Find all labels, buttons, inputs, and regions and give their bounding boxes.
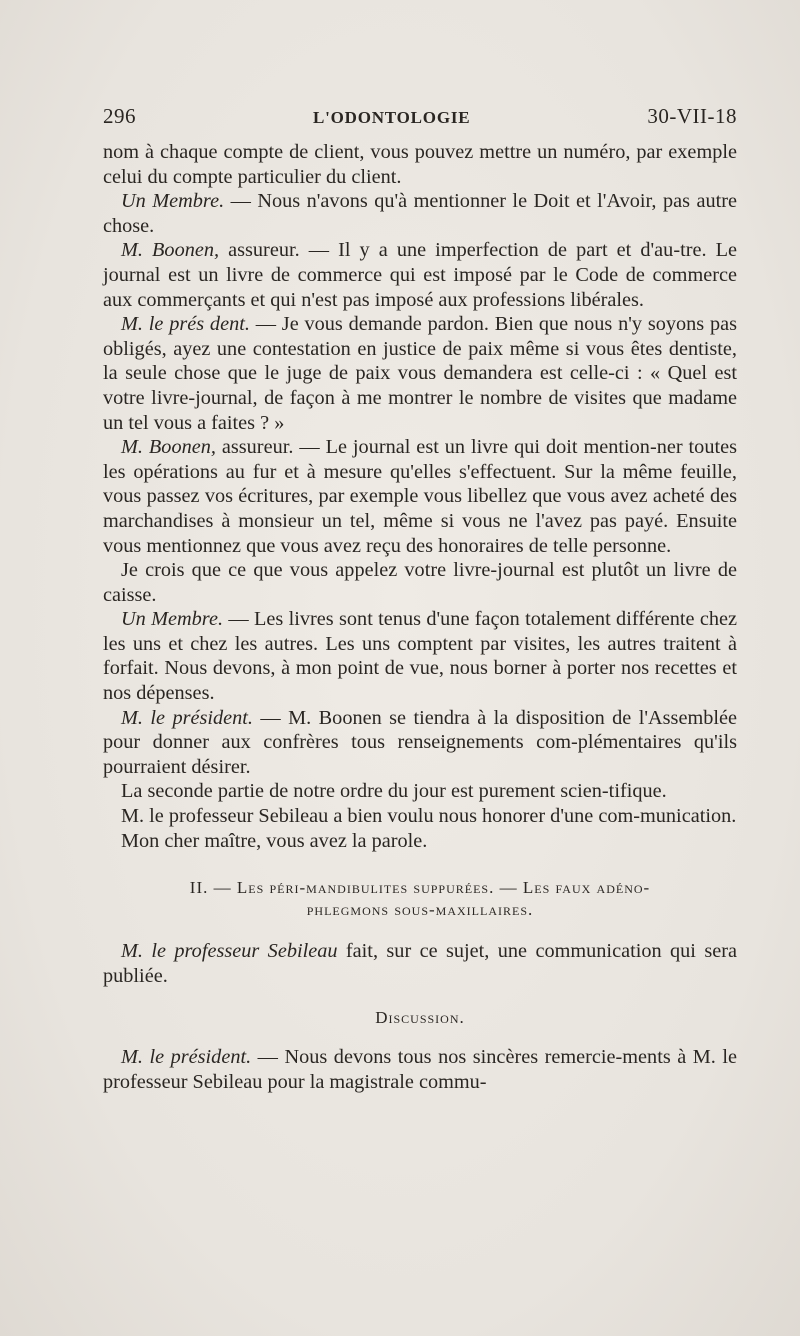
speaker-name: Un Membre. bbox=[121, 608, 224, 631]
speaker-name: M. Boonen, bbox=[121, 239, 220, 262]
running-header bbox=[103, 104, 737, 134]
speaker-name: M. le prés dent. bbox=[121, 313, 250, 336]
speaker-name: M. Boonen, bbox=[121, 436, 216, 459]
paragraph bbox=[103, 706, 737, 780]
paragraph bbox=[103, 829, 737, 854]
paragraph-text: Mon cher maître, vous avez la parole. bbox=[121, 829, 428, 852]
paragraph bbox=[103, 140, 737, 189]
paragraph-text: fait, sur ce sujet, une communication qui sera publiée. bbox=[103, 940, 737, 987]
paragraph-text: — Nous devons tous nos sincères remercie-ments à M. le professeur Sebileau pour la magistrale commu- bbox=[103, 1046, 737, 1093]
paragraph bbox=[103, 939, 737, 988]
speaker-name: M. le président. bbox=[121, 1046, 252, 1068]
speaker-name: Un Membre. bbox=[121, 190, 225, 213]
issue-date: 30-VII-18 bbox=[647, 104, 737, 128]
discussion-heading: Discussion. bbox=[375, 1008, 465, 1028]
paragraph-text: nom à chaque compte de client, vous pouvez mettre un numéro, par exemple celui du compte particulier du client. bbox=[103, 141, 737, 188]
paragraph bbox=[103, 804, 737, 829]
page-number: 296 bbox=[103, 104, 136, 128]
paragraph-text: — M. Boonen se tiendra à la disposition de l'Assemblée pour donner aux confrères tous renseignements com-plémentaires qu'ils pourraient désirer. bbox=[103, 706, 737, 778]
speaker-name: M. le président. bbox=[121, 706, 253, 729]
section-heading-line-1: II. — Les péri-mandibulites suppurées. — Les faux adéno- bbox=[189, 878, 651, 898]
paragraph-text: M. le professeur Sebileau a bien voulu nous honorer d'une com-munication. bbox=[121, 805, 737, 828]
paragraph bbox=[103, 312, 737, 435]
paragraph bbox=[103, 189, 737, 238]
paragraph-text: assureur. — Le journal est un livre qui doit mention-ner toutes les opérations au fur et à mesure qu'elles s'effectuent. Sur la même feuille, vous passez vos écritures, par exemple vous libellez que vous avez acheté des marchandises à monsieur un tel, même si vous ne l'avez pas payé. Ensuite vous mentionnez que vous avez reçu des honoraires de telle personne. bbox=[103, 436, 737, 557]
section-heading-line-2: phlegmons sous-maxillaires. bbox=[306, 900, 534, 920]
paragraph-list bbox=[103, 140, 737, 853]
paragraph-text: La seconde partie de notre ordre du jour est purement scien-tifique. bbox=[121, 780, 667, 803]
paragraph-text: — Je vous demande pardon. Bien que nous n'y soyons pas obligés, ayez une contestation en justice de paix même si vous êtes dentiste, la seule chose que le juge de paix vous demandera est celle-ci : « Quel est votre livre-journal, de façon à me montrer le nombre de visites que madame un tel vous a faites ? » bbox=[103, 313, 738, 434]
paragraph-text: — Nous n'avons qu'à mentionner le Doit et l'Avoir, pas autre chose. bbox=[103, 190, 737, 237]
paragraph bbox=[103, 607, 737, 705]
paragraph bbox=[103, 435, 737, 558]
journal-title: L'ODONTOLOGIE bbox=[312, 108, 471, 127]
paragraph-text: Je crois que ce que vous appelez votre livre-journal est plutôt un livre de caisse. bbox=[103, 559, 737, 606]
paragraph bbox=[103, 238, 737, 312]
paragraph bbox=[103, 779, 737, 804]
body-text bbox=[103, 140, 737, 1094]
section-heading bbox=[103, 877, 737, 921]
paragraph-text: assureur. — Il y a une imperfection de part et d'au-tre. Le journal est un livre de commerce qui est imposé par le Code de commerce aux commerçants et qui n'est pas imposé aux professions libérales. bbox=[103, 239, 737, 311]
paragraph-text: — Les livres sont tenus d'une façon totalement différente chez les uns et chez les autres. Les uns comptent par visites, les autres traitent à forfait. Nous devons, à mon point de vue, nous borner à porter nos recettes et nos dépenses. bbox=[103, 608, 737, 705]
speaker-name: M. le professeur Sebileau bbox=[121, 940, 338, 963]
paragraph bbox=[103, 558, 737, 607]
paragraph bbox=[103, 1045, 737, 1094]
